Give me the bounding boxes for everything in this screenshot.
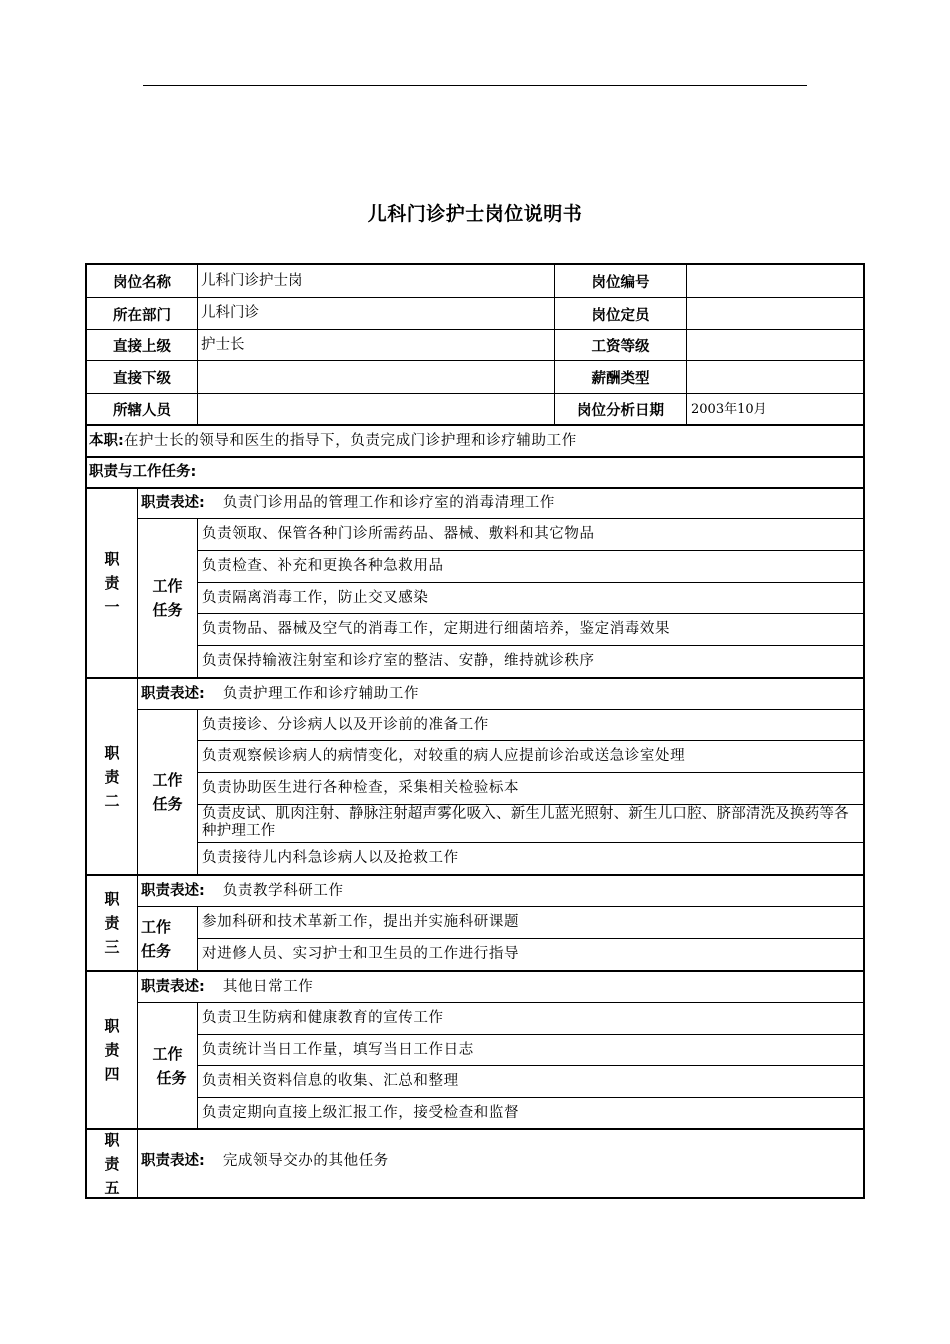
duty3-char3: 三 <box>104 938 120 956</box>
pay-type-label: 薪酬类型 <box>554 360 686 393</box>
duty3-work-label <box>137 906 197 970</box>
duty3-char2: 责 <box>104 914 120 932</box>
duty4-task-2: 负责统计当日工作量，填写当日工作日志 <box>197 1034 863 1065</box>
duty1-desc-text: 负责门诊用品的管理工作和诊疗室的消毒清理工作 <box>222 495 556 511</box>
duty5-char1: 职 <box>104 1130 120 1149</box>
duty4-desc-label: 职责表述: <box>141 978 205 995</box>
duty4-char3: 四 <box>104 1065 120 1083</box>
duty1-work-char2: 任务 <box>152 601 183 619</box>
dept-label: 所在部门 <box>87 297 197 329</box>
duty1-work-char1: 工作 <box>152 577 183 595</box>
duty4-char1: 职 <box>104 1017 120 1035</box>
duty4-work-char2: 任务 <box>156 1068 187 1087</box>
summary-row <box>87 424 863 456</box>
duty1-task-1: 负责领取、保管各种门诊所需药品、器械、敷料和其它物品 <box>197 518 863 550</box>
duty4-task-4: 负责定期向直接上级汇报工作，接受检查和监督 <box>197 1097 863 1128</box>
post-no-value <box>686 265 863 297</box>
duty1-desc <box>137 487 863 518</box>
duty3-task-2: 对进修人员、实习护士和卫生员的工作进行指导 <box>197 938 863 970</box>
duty1-label <box>87 487 137 677</box>
document-title: 儿科门诊护士岗位说明书 <box>367 203 583 225</box>
duty3-work-char2: 任务 <box>141 941 172 960</box>
duty1-task-3: 负责隔离消毒工作，防止交叉感染 <box>197 582 863 613</box>
duty3-desc-label: 职责表述: <box>141 882 205 899</box>
duty2-task-3: 负责协助医生进行各种检查，采集相关检验标本 <box>197 772 863 804</box>
duty2-task-2: 负责观察候诊病人的病情变化，对较重的病人应提前诊治或送急诊室处理 <box>197 740 863 772</box>
duty2-task-5: 负责接待儿内科急诊病人以及抢救工作 <box>197 842 863 874</box>
summary-label: 本职: <box>89 432 124 449</box>
duty2-desc-label: 职责表述: <box>141 685 205 702</box>
duty4-char2: 责 <box>104 1041 120 1059</box>
analysis-date-value: 2003年10月 <box>686 393 863 424</box>
duty3-desc <box>137 874 863 906</box>
subordinate-value <box>197 360 554 393</box>
duty1-char1: 职 <box>104 550 120 568</box>
duty5-desc <box>137 1128 863 1197</box>
duty2-work-char1: 工作 <box>152 771 183 789</box>
quota-value <box>686 297 863 329</box>
duty5-desc-label: 职责表述: <box>141 1153 205 1169</box>
header-rule <box>143 85 807 86</box>
duty4-work-char1: 工作 <box>152 1044 183 1063</box>
duty3-desc-text: 负责教学科研工作 <box>222 882 344 899</box>
duty2-task-1: 负责接诊、分诊病人以及开诊前的准备工作 <box>197 709 863 740</box>
superior-label: 直接上级 <box>87 329 197 360</box>
duty4-desc <box>137 970 863 1002</box>
duty5-desc-text: 完成领导交办的其他任务 <box>222 1153 389 1169</box>
duty3-work-char1: 工作 <box>141 917 172 936</box>
duty2-label <box>87 677 137 874</box>
duty4-label <box>87 970 137 1128</box>
subordinate-label: 直接下级 <box>87 360 197 393</box>
duty4-desc-text: 其他日常工作 <box>222 978 314 995</box>
duty4-work-label <box>137 1002 197 1128</box>
duty3-char1: 职 <box>104 890 120 908</box>
quota-label: 岗位定员 <box>554 297 686 329</box>
duty1-task-5: 负责保持输液注射室和诊疗室的整洁、安静，维持就诊秩序 <box>197 645 863 677</box>
duty2-task-4: 负责皮试、肌肉注射、静脉注射超声雾化吸入、新生儿蓝光照射、新生儿口腔、脐部清洗及换药等各种护理工作 <box>197 804 863 842</box>
duty5-char3: 五 <box>104 1178 120 1197</box>
duty1-task-4: 负责物品、器械及空气的消毒工作，定期进行细菌培养，鉴定消毒效果 <box>197 613 863 645</box>
post-name-value: 儿科门诊护士岗 <box>197 265 554 297</box>
post-no-label: 岗位编号 <box>554 265 686 297</box>
duty4-task-1: 负责卫生防病和健康教育的宣传工作 <box>197 1002 863 1034</box>
analysis-date-label: 岗位分析日期 <box>554 393 686 424</box>
duty2-desc-text: 负责护理工作和诊疗辅助工作 <box>222 685 420 702</box>
duty4-task-3: 负责相关资料信息的收集、汇总和整理 <box>197 1065 863 1097</box>
superior-value: 护士长 <box>197 329 554 360</box>
duty2-desc <box>137 677 863 709</box>
duty1-task-2: 负责检查、补充和更换各种急救用品 <box>197 550 863 582</box>
summary-text: 在护士长的领导和医生的指导下，负责完成门诊护理和诊疗辅助工作 <box>123 432 577 449</box>
duty1-char3: 一 <box>104 598 120 616</box>
staff-label: 所辖人员 <box>87 393 197 424</box>
job-description-table <box>85 263 865 1199</box>
duty2-char1: 职 <box>104 743 120 762</box>
salary-grade-label: 工资等级 <box>554 329 686 360</box>
duty3-task-1: 参加科研和技术革新工作，提出并实施科研课题 <box>197 906 863 938</box>
duty3-label <box>87 874 137 970</box>
duty5-char2: 责 <box>104 1154 120 1173</box>
post-name-label: 岗位名称 <box>113 275 171 291</box>
duty1-desc-label: 职责表述: <box>141 495 205 511</box>
pay-type-value <box>686 360 863 393</box>
salary-grade-value <box>686 329 863 360</box>
duty2-work-label <box>137 709 197 874</box>
duty2-work-char2: 任务 <box>152 795 183 813</box>
duty2-char3: 二 <box>104 791 120 810</box>
duties-header: 职责与工作任务: <box>87 456 863 487</box>
staff-value <box>197 393 554 424</box>
dept-value: 儿科门诊 <box>197 297 554 329</box>
duty1-work-label <box>137 518 197 677</box>
duty5-label <box>87 1128 137 1197</box>
duty1-char2: 责 <box>104 574 120 592</box>
duty2-char2: 责 <box>104 767 120 786</box>
